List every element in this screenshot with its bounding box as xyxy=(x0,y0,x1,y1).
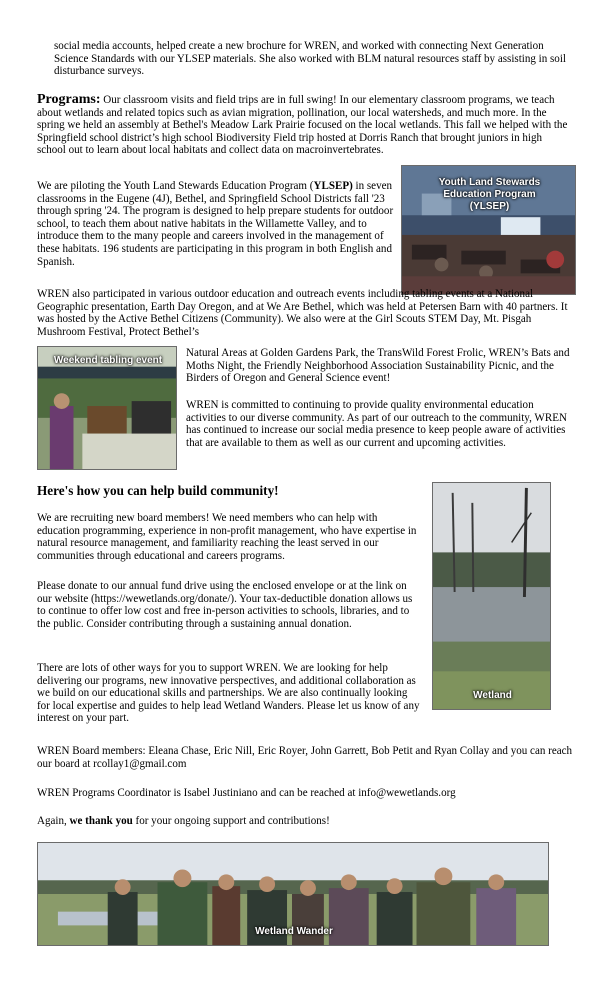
wetland-photo-caption: Wetland xyxy=(473,690,512,701)
thanks-bold: we thank you xyxy=(69,815,133,827)
thanks-paragraph xyxy=(37,815,577,828)
ylsep-caption-line-1: Youth Land Stewards xyxy=(438,177,541,188)
commitment-text: WREN is committed to continuing to provide quality environmental education activities to our diverse community. As part of our outreach to the community, WREN has continued to increase our social media presence to keep people aware of activities that are available to them as well as our current and upcoming activities. xyxy=(186,399,567,449)
commitment-paragraph xyxy=(186,399,576,449)
thanks-post: for your ongoing support and contributions! xyxy=(132,815,330,827)
board-members-paragraph xyxy=(37,745,577,770)
wetland-wander-photo xyxy=(37,842,549,946)
intro-paragraph xyxy=(54,40,580,78)
thanks-pre: Again, xyxy=(37,815,70,827)
outreach-continued xyxy=(186,347,572,385)
ylsep-text: in seven classrooms in the Eugene (4J), Bethel, and Springfield School Districts fall '23 through spring '24. The program is designed to help prepare students for outdoor school, to teach them about native habitats in the Willamette Valley, and to introduce them to the many people and careers involved in the management of these habitats. 196 students are participating in this program in both English and Spanish. xyxy=(37,180,394,268)
programs-heading: Programs: xyxy=(37,92,101,107)
board-recruit-paragraph xyxy=(37,512,423,562)
wander-photo-caption: Wetland Wander xyxy=(255,926,333,937)
coordinator-text: WREN Programs Coordinator is Isabel Justiniano and can be reached at info@wewetlands.org xyxy=(37,787,456,799)
donate-text: Please donate to our annual fund drive using the enclosed envelope or at the link on our website (https://wewetlands.org/donate/). Your tax-deductible donation allows us to continue to offer low cost and free in-person activities to schools, libraries, and to the public. Consider contributing through a sustaining annual donation. xyxy=(37,580,413,630)
ylsep-classroom-photo xyxy=(401,165,576,295)
programs-section xyxy=(37,94,572,157)
board-members-text: WREN Board members: Eleana Chase, Eric Nill, Eric Royer, John Garrett, Bob Petit and Ryan Collay and you can reach our board at rcollay1@gmail.com xyxy=(37,745,573,770)
wetland-photo xyxy=(432,482,551,710)
board-recruit-text: We are recruiting new board members! We need members who can help with education programming, experience in non-profit management, who have expertise in natural resource management, and familiarity reaching the least served in our communities through educational and careers programs. xyxy=(37,512,417,562)
coordinator-paragraph xyxy=(37,787,577,800)
outreach-text: WREN also participated in various outdoor education and outreach events including tabling events at a National Geographic presentation, Earth Day Oregon, and at We Are Bethel, which was held at Petersen Barn with 40 partners. It was hosted by the Active Bethel Citizens (Community). We also were at the Girl Scouts STEM Day, Mt. Pisgah Mushroom Festival, Protect Bethel’s xyxy=(37,288,568,338)
ylsep-acronym: YLSEP) xyxy=(313,180,353,192)
other-ways-text: There are lots of other ways for you to support WREN. We are looking for help delivering our programs, new innovative perspectives, and additional collaboration as we build on our educational skills and partnerships. We are also continually looking for local expertise and guides to help lead Wetland Wanders. Please let us know of any interest on your part. xyxy=(37,662,420,725)
programs-text: Our classroom visits and field trips are in full swing! In our elementary classroom programs, we teach about wetlands and related topics such as avian migration, pollination, our local watersheds, and much more. In the spring we held an assembly at Bethel's Meadow Lark Prairie focused on the local wetlands. This fall we helped with the Springfield school district’s high school Biodiversity Field trip hosted at Dorris Ranch that brought juniors in high school out to learn about local habitats and collect data on macroinvertebrates. xyxy=(37,94,568,157)
ylsep-paragraph xyxy=(37,180,395,268)
ylsep-lead: We are piloting the Youth Land Stewards Education Program ( xyxy=(37,180,314,192)
intro-text: social media accounts, helped create a new brochure for WREN, and worked with connecting Next Generation Science Standards with our YLSEP materials. She also worked with BLM natural resources staff by assisting in soil disturbance surveys. xyxy=(54,40,566,78)
tabling-event-photo xyxy=(37,346,177,470)
donate-paragraph xyxy=(37,580,417,630)
outreach-wrap-text: Natural Areas at Golden Gardens Park, the TransWild Forest Frolic, WREN’s Bats and Moths Night, the Friendly Neighborhood Association Sustainability Picnic, and the Birders of Oregon and General Science event! xyxy=(186,347,570,385)
ylsep-photo-caption xyxy=(402,177,576,213)
other-ways-paragraph xyxy=(37,662,423,725)
ylsep-caption-line-2: Education Program xyxy=(443,189,536,200)
wetland-image xyxy=(433,483,550,709)
tabling-photo-caption: Weekend tabling event xyxy=(53,355,163,366)
ylsep-caption-line-3: (YLSEP) xyxy=(469,201,510,212)
outreach-paragraph xyxy=(37,288,572,338)
help-heading: Here's how you can help build community! xyxy=(37,483,279,498)
